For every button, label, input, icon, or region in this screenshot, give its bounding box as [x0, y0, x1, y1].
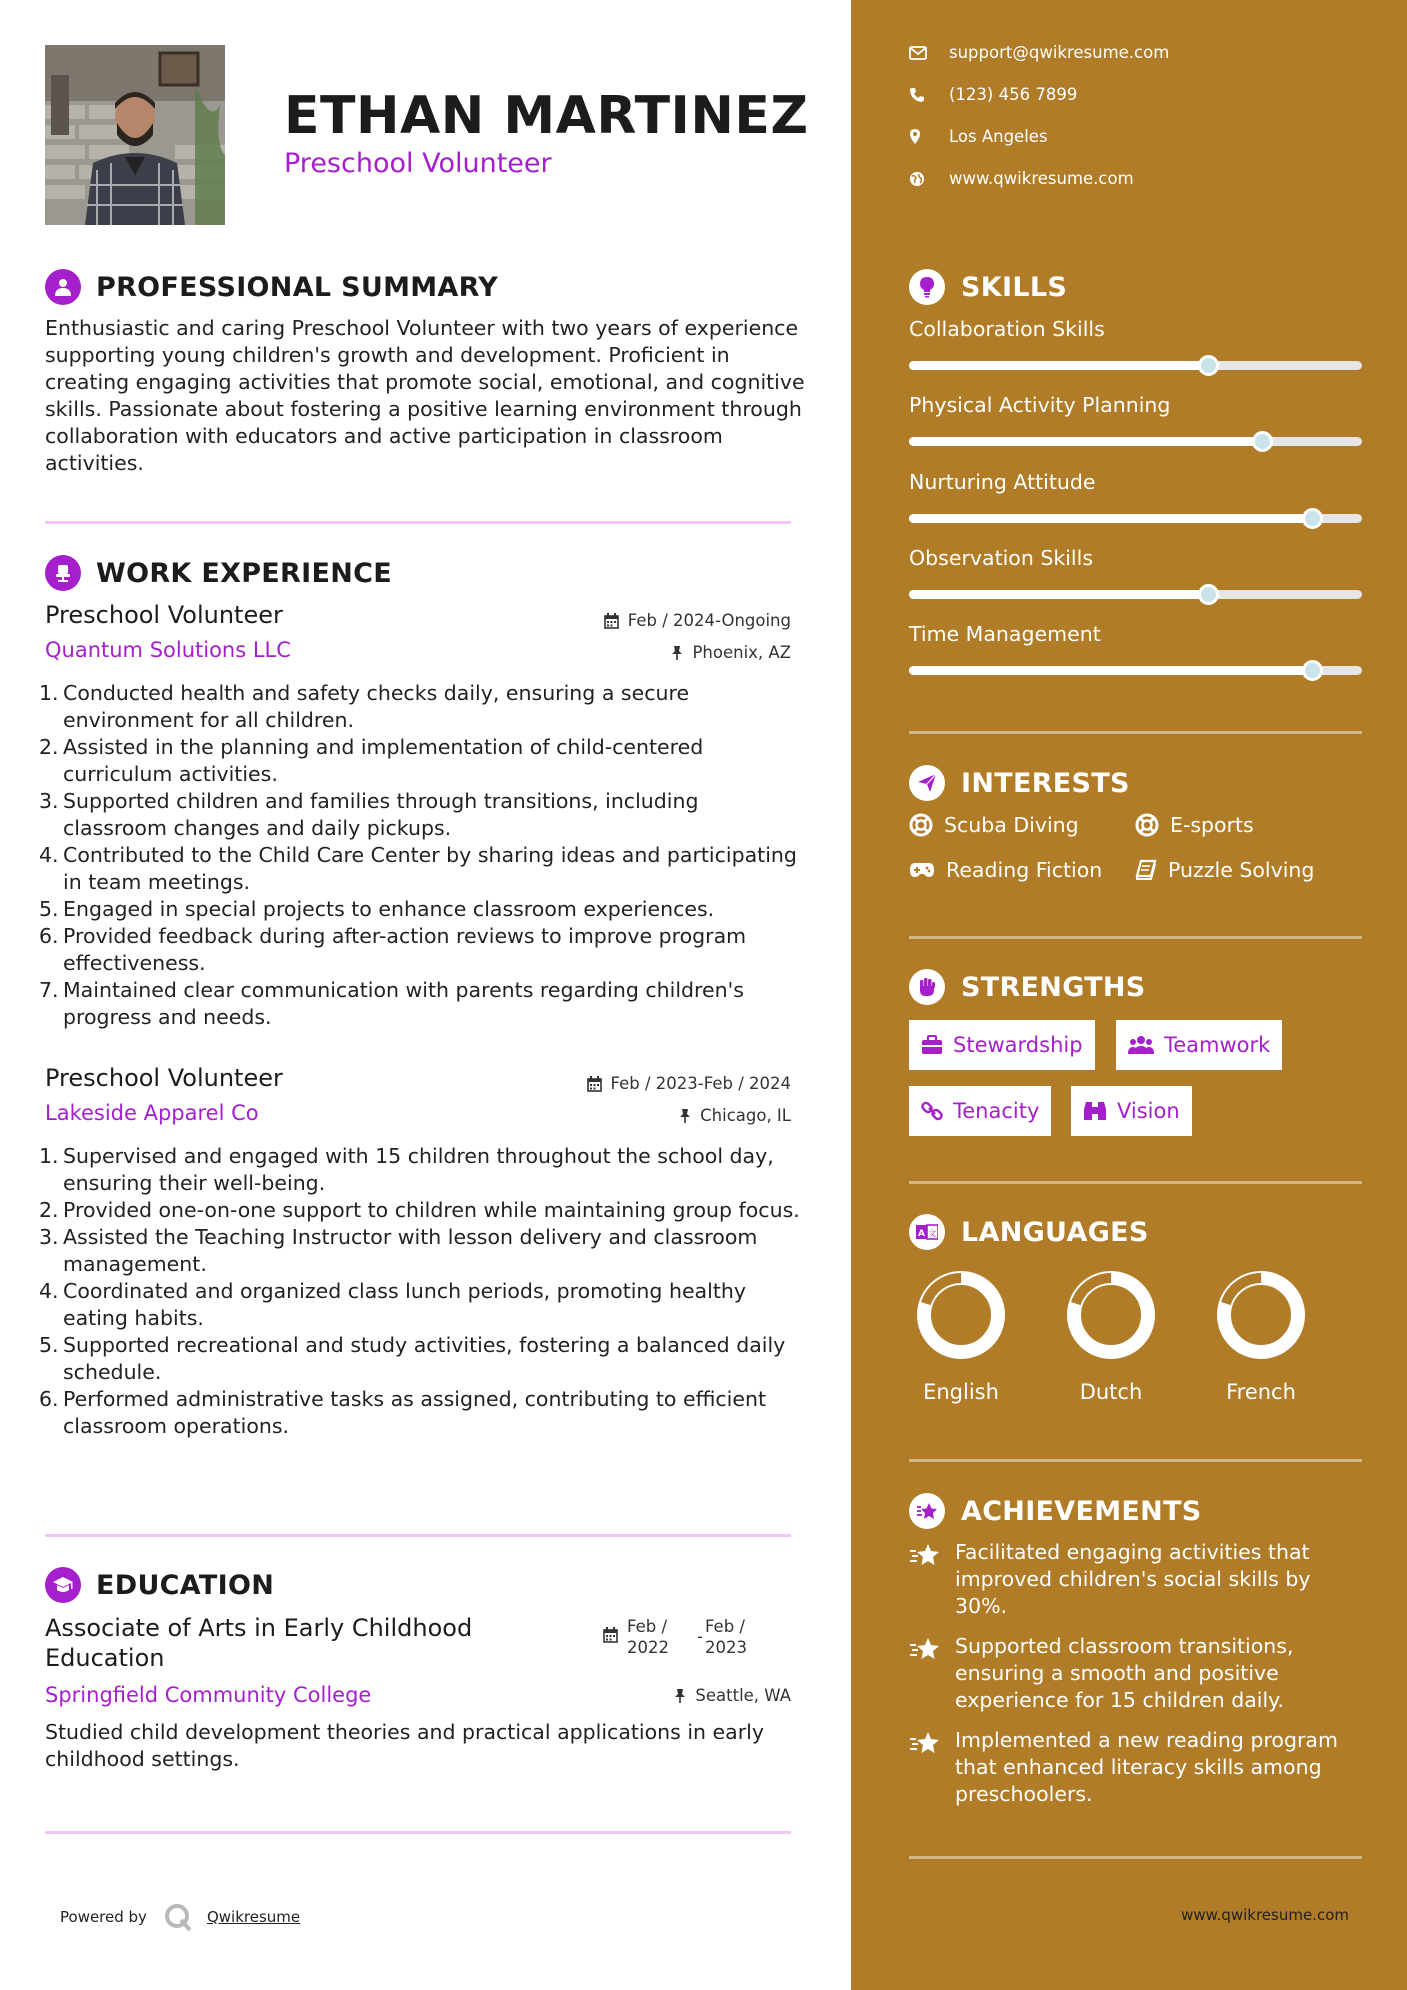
bullet-text: Coordinated and organized class lunch periods, promoting healthy eating habits.: [63, 1279, 746, 1330]
job-company: Quantum Solutions LLC: [45, 638, 291, 662]
language-label: English: [923, 1380, 999, 1404]
job-location: [671, 643, 791, 662]
date-part: 2023: [704, 1638, 747, 1657]
contact-website[interactable]: [909, 169, 1134, 188]
education-dates: [603, 1616, 747, 1658]
life-ring-icon: [909, 813, 933, 837]
bullet-text: Contributed to the Child Care Center by sharing ideas and participating in team meetings.: [63, 843, 797, 894]
strengths-heading: [909, 968, 1146, 1006]
skill-fill: [909, 590, 1208, 599]
contact-website-text: www.qwikresume.com: [949, 169, 1134, 188]
skill-label: Nurturing Attitude: [909, 470, 1096, 494]
job-title: Preschool Volunteer: [45, 601, 283, 629]
interest-item: [909, 858, 1102, 882]
education-start: [627, 1616, 697, 1658]
education-heading: [45, 1566, 274, 1604]
skill-knob[interactable]: [1198, 355, 1219, 376]
contact-location: [909, 127, 1048, 146]
achievement-item: [909, 1539, 1369, 1620]
section-divider: [909, 1459, 1362, 1462]
bullet-text: Supervised and engaged with 15 children throughout the school day, ensuring their well-being.: [63, 1144, 774, 1195]
briefcase-icon: [921, 1035, 943, 1055]
envelope-icon: [909, 46, 927, 60]
skill-knob[interactable]: [1252, 431, 1273, 452]
section-divider: [45, 521, 791, 524]
strength-label: Teamwork: [1164, 1033, 1271, 1057]
list-item: 5. Supported recreational and study activities, fostering a balanced daily schedule.: [39, 1333, 786, 1384]
interests-title: INTERESTS: [961, 767, 1130, 799]
degree-line: Associate of Arts in Early Childhood: [45, 1614, 473, 1642]
calendar-icon: [603, 1627, 618, 1643]
users-icon: [1128, 1035, 1154, 1055]
svg-text:文: 文: [928, 1229, 937, 1238]
degree-line: Education: [45, 1644, 165, 1672]
binoculars-icon: [1083, 1100, 1107, 1122]
achievement-text: Facilitated engaging activities that improved children's social skills by 30%.: [955, 1540, 1311, 1618]
contact-phone[interactable]: [909, 85, 1077, 104]
footer-website[interactable]: www.qwikresume.com: [1181, 1906, 1349, 1924]
pin-icon: [671, 645, 683, 661]
interest-label: Reading Fiction: [946, 858, 1103, 882]
skill-fill: [909, 666, 1312, 675]
job-date-text: Feb / 2024-Ongoing: [627, 611, 791, 630]
skill-knob[interactable]: [1302, 660, 1323, 681]
bullet-text: Performed administrative tasks as assigned, contributing to efficient classroom operations.: [63, 1387, 766, 1438]
skill-fill: [909, 361, 1208, 370]
skill-slider[interactable]: [909, 514, 1362, 523]
list-item: 4. Coordinated and organized class lunch periods, promoting healthy eating habits.: [39, 1279, 746, 1330]
calendar-icon: [587, 1076, 602, 1092]
bullet-text: Conducted health and safety checks daily, ensuring a secure environment for all children.: [63, 681, 690, 732]
list-item: 3. Supported children and families through transitions, including classroom changes and daily pickups.: [39, 789, 699, 840]
education-end: [705, 1616, 747, 1658]
language-ring: [911, 1265, 1011, 1365]
education-text: Studied child development theories and practical applications in early childhood settings.: [45, 1720, 764, 1771]
strength-tag: [909, 1086, 1051, 1136]
school-location: [674, 1686, 791, 1705]
qwikresume-logo-icon: [163, 1902, 193, 1932]
list-item: 6. Performed administrative tasks as assigned, contributing to efficient classroom operations.: [39, 1387, 766, 1438]
date-part: 2022: [627, 1638, 669, 1657]
date-part: Feb /: [704, 1617, 745, 1636]
interest-item: [1135, 813, 1254, 837]
achievement-text: Implemented a new reading program that enhanced literacy skills among preschoolers.: [955, 1728, 1338, 1806]
section-divider: [909, 731, 1362, 734]
lightbulb-icon: [909, 269, 945, 305]
interest-item: [909, 813, 1079, 837]
section-divider: [909, 1856, 1362, 1859]
summary-text: Enthusiastic and caring Preschool Volunteer with two years of experience supporting young children's growth and development. Proficient in creating engaging activities that promote social, emotional, and cognitive skills. Passionate about fostering a positive learning environment through collaboration with educators and active participation in classroom activities.: [45, 316, 805, 475]
achievements-heading: [909, 1492, 1202, 1530]
bullet-text: Maintained clear communication with parents regarding children's progress and needs.: [63, 978, 744, 1029]
language-ring-hole: [1082, 1286, 1140, 1344]
paper-plane-icon: [909, 765, 945, 801]
job-date: [604, 611, 791, 630]
skill-slider[interactable]: [909, 361, 1362, 370]
candidate-role: Preschool Volunteer: [284, 148, 552, 179]
job-bullets: [39, 1143, 805, 1440]
brand-link[interactable]: Qwikresume: [206, 1908, 301, 1926]
list-item: 2. Assisted in the planning and implementation of child-centered curriculum activities.: [39, 735, 704, 786]
school-location-text: Seattle, WA: [695, 1686, 791, 1705]
fist-icon: [909, 969, 945, 1005]
work-title: WORK EXPERIENCE: [96, 557, 392, 589]
list-item: 3. Assisted the Teaching Instructor with lesson delivery and classroom management.: [39, 1225, 758, 1276]
user-icon: [45, 269, 81, 305]
job-title: Preschool Volunteer: [45, 1064, 283, 1092]
school-name: Springfield Community College: [45, 1683, 372, 1707]
contact-email[interactable]: [909, 43, 1169, 62]
bullet-text: Supported children and families through transitions, including classroom changes and daily pickups.: [63, 789, 699, 840]
strength-label: Vision: [1117, 1099, 1180, 1123]
summary-title: PROFESSIONAL SUMMARY: [96, 271, 499, 303]
section-divider: [909, 936, 1362, 939]
job-location: [679, 1106, 791, 1125]
list-item: 7. Maintained clear communication with parents regarding children's progress and needs.: [39, 978, 744, 1029]
shooting-star-icon: [909, 1541, 941, 1569]
bullet-text: Assisted in the planning and implementation of child-centered curriculum activities.: [63, 735, 704, 786]
chair-icon: [45, 555, 81, 591]
map-marker-icon: [909, 128, 921, 145]
job-company: Lakeside Apparel Co: [45, 1101, 259, 1125]
job-bullets: [39, 680, 805, 1031]
calendar-icon: [604, 613, 619, 629]
interest-item: [1135, 858, 1314, 882]
section-divider: [45, 1534, 791, 1537]
strength-label: Stewardship: [953, 1033, 1083, 1057]
bullet-text: Assisted the Teaching Instructor with lesson delivery and classroom management.: [63, 1225, 758, 1276]
languages-heading: [909, 1213, 1149, 1251]
skills-heading: [909, 268, 1067, 306]
powered-by: [60, 1902, 300, 1932]
language-ring: [1061, 1265, 1161, 1365]
strength-tag: [1071, 1086, 1192, 1136]
list-item: 6. Provided feedback during after-action reviews to improve program effectiveness.: [39, 924, 747, 975]
pin-icon: [679, 1108, 691, 1124]
language-icon: [909, 1214, 945, 1250]
graduation-cap-icon: [45, 1567, 81, 1603]
skill-label: Physical Activity Planning: [909, 393, 1171, 417]
strength-tag: [909, 1020, 1095, 1070]
achievement-item: [909, 1727, 1369, 1808]
strengths-title: STRENGTHS: [961, 971, 1146, 1003]
skills-title: SKILLS: [961, 271, 1068, 303]
summary-heading: [45, 268, 498, 306]
link-icon: [921, 1100, 943, 1122]
interests-heading: [909, 764, 1130, 802]
skill-label: Observation Skills: [909, 546, 1093, 570]
date-dash: -: [697, 1627, 703, 1646]
candidate-name: ETHAN MARTINEZ: [284, 86, 809, 146]
list-item: 4. Contributed to the Child Care Center by sharing ideas and participating in team meetings.: [39, 843, 797, 894]
section-divider: [909, 1181, 1362, 1184]
svg-text:A: A: [918, 1229, 925, 1239]
degree-title: [45, 1613, 472, 1673]
profile-photo: [45, 45, 225, 225]
contact-phone-text: (123) 456 7899: [949, 85, 1078, 104]
language-ring: [1211, 1265, 1311, 1365]
bullet-text: Supported recreational and study activities, fostering a balanced daily schedule.: [63, 1333, 786, 1384]
life-ring-icon: [1135, 813, 1159, 837]
book-icon: [1135, 859, 1157, 881]
achievement-text: Supported classroom transitions, ensuring a smooth and positive experience for 15 children daily.: [955, 1634, 1294, 1712]
job-location-text: Phoenix, AZ: [692, 643, 791, 662]
gamepad-icon: [909, 861, 935, 879]
skill-slider[interactable]: [909, 437, 1362, 446]
bullet-text: Provided one-on-one support to children while maintaining group focus.: [63, 1198, 800, 1222]
list-item: 5. Engaged in special projects to enhance classroom experiences.: [39, 897, 715, 921]
skill-fill: [909, 437, 1262, 446]
powered-by-label: Powered by: [60, 1908, 147, 1926]
strength-label: Tenacity: [953, 1099, 1040, 1123]
skill-label: Collaboration Skills: [909, 317, 1105, 341]
list-item: 1. Supervised and engaged with 15 children throughout the school day, ensuring their well-being.: [39, 1144, 774, 1195]
section-divider: [45, 1831, 791, 1834]
skill-knob[interactable]: [1302, 508, 1323, 529]
language-ring-hole: [1232, 1286, 1290, 1344]
language-label: French: [1226, 1380, 1296, 1404]
interest-label: Puzzle Solving: [1168, 858, 1315, 882]
skill-fill: [909, 514, 1312, 523]
education-title: EDUCATION: [96, 1569, 275, 1601]
contact-location-text: Los Angeles: [949, 127, 1048, 146]
job-date-text: Feb / 2023-Feb / 2024: [610, 1074, 791, 1093]
skill-label: Time Management: [909, 622, 1101, 646]
achievements-title: ACHIEVEMENTS: [961, 1495, 1202, 1527]
shooting-star-icon: [909, 1635, 941, 1663]
date-part: Feb /: [627, 1617, 668, 1636]
interest-label: Scuba Diving: [944, 813, 1079, 837]
sidebar-panel: [851, 0, 1407, 1990]
contact-email-text: support@qwikresume.com: [949, 43, 1170, 62]
language-label: Dutch: [1079, 1380, 1143, 1404]
skill-knob[interactable]: [1198, 584, 1219, 605]
phone-icon: [909, 87, 925, 103]
pin-icon: [674, 1688, 686, 1704]
job-date: [587, 1074, 791, 1093]
work-heading: [45, 554, 392, 592]
list-item: 2. Provided one-on-one support to children while maintaining group focus.: [39, 1198, 800, 1222]
languages-title: LANGUAGES: [961, 1216, 1149, 1248]
bullet-text: Provided feedback during after-action reviews to improve program effectiveness.: [63, 924, 747, 975]
bullet-text: Engaged in special projects to enhance classroom experiences.: [63, 897, 715, 921]
skill-slider[interactable]: [909, 666, 1362, 675]
achievement-item: [909, 1633, 1369, 1714]
skill-slider[interactable]: [909, 590, 1362, 599]
interest-label: E-sports: [1170, 813, 1254, 837]
job-location-text: Chicago, IL: [700, 1106, 791, 1125]
list-item: 1. Conducted health and safety checks daily, ensuring a secure environment for all children.: [39, 681, 690, 732]
strength-tag: [1116, 1020, 1282, 1070]
shooting-star-icon: [909, 1729, 941, 1757]
star-badge-icon: [909, 1493, 945, 1529]
language-ring-hole: [932, 1286, 990, 1344]
globe-icon: [909, 171, 925, 187]
